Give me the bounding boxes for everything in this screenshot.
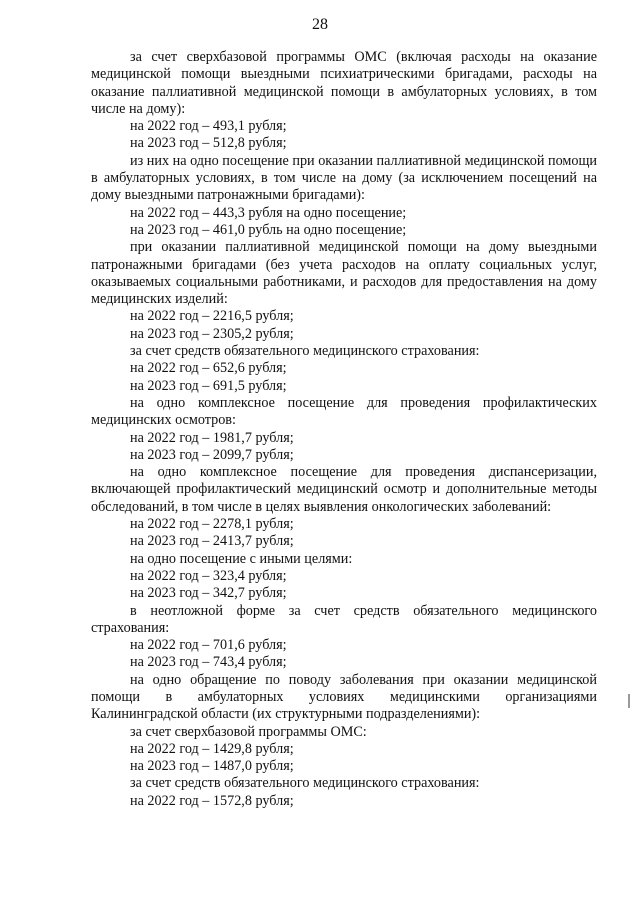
paragraph: на одно посещение с иными целями: <box>130 550 353 567</box>
paragraph: на 2022 год – 493,1 рубля; <box>130 118 287 135</box>
paragraph: на одно комплексное посещение для проведения диспансеризации, включающей профилактический медицинский осмотр и дополнительные методы обследований, в том числе в целях выявления онкологических заболеваний: <box>91 464 597 515</box>
paragraph: на 2022 год – 323,4 рубля; <box>130 567 287 584</box>
paragraph: на 2023 год – 2413,7 рубля; <box>130 533 294 550</box>
scan-margin-mark <box>628 694 630 708</box>
paragraph: на 2022 год – 1429,8 рубля; <box>130 740 294 757</box>
paragraph: на 2023 год – 691,5 рубля; <box>130 377 287 394</box>
paragraph: за счет сверхбазовой программы ОМС: <box>130 723 367 740</box>
paragraph: на 2022 год – 701,6 рубля; <box>130 637 287 654</box>
paragraph: на 2023 год – 1487,0 рубля; <box>130 758 294 775</box>
paragraph: на 2023 год – 743,4 рубля; <box>130 654 287 671</box>
paragraph: за счет сверхбазовой программы ОМС (включая расходы на оказание медицинской помощи выездными психиатрическими бригадами, расходы на оказание паллиативной медицинской помощи в амбулаторных условиях, в том числе на дому): <box>91 49 597 117</box>
paragraph: на 2022 год – 1981,7 рубля; <box>130 429 294 446</box>
paragraph: на 2023 год – 512,8 рубля; <box>130 135 287 152</box>
paragraph: на 2022 год – 2278,1 рубля; <box>130 516 294 533</box>
paragraph: на 2022 год – 1572,8 рубля; <box>130 792 294 809</box>
paragraph: на одно обращение по поводу заболевания при оказании медицинской помощи в амбулаторных условиях медицинскими организациями Калининградской области (их структурными подразделениями): <box>91 671 597 723</box>
paragraph: на 2023 год – 342,7 рубля; <box>130 585 287 602</box>
paragraph: за счет средств обязательного медицинского страхования: <box>130 775 480 792</box>
paragraph: при оказании паллиативной медицинской помощи на дому выездными патронажными бригадами (без учета расходов на оплату социальных услуг, оказываемых социальными работниками, и расходов для предоставления на дому медицинских изделий: <box>91 239 597 308</box>
paragraph: на 2022 год – 443,3 рубля на одно посещение; <box>130 204 407 221</box>
paragraph: на 2022 год – 652,6 рубля; <box>130 360 287 377</box>
paragraph: на одно комплексное посещение для проведения профилактических медицинских осмотров: <box>91 394 597 429</box>
page-number: 28 <box>312 16 328 33</box>
page-body <box>91 49 597 810</box>
paragraph: на 2023 год – 461,0 рубль на одно посещение; <box>130 221 407 238</box>
paragraph: на 2022 год – 2216,5 рубля; <box>130 308 294 325</box>
paragraph: на 2023 год – 2099,7 рубля; <box>130 446 294 463</box>
paragraph: за счет средств обязательного медицинского страхования: <box>130 343 480 360</box>
paragraph: на 2023 год – 2305,2 рубля; <box>130 325 294 342</box>
paragraph: в неотложной форме за счет средств обязательного медицинского страхования: <box>91 602 597 636</box>
paragraph: из них на одно посещение при оказании паллиативной медицинской помощи в амбулаторных условиях, в том числе на дому (за исключением посещений на дому выездными патронажными бригадами): <box>91 152 597 204</box>
